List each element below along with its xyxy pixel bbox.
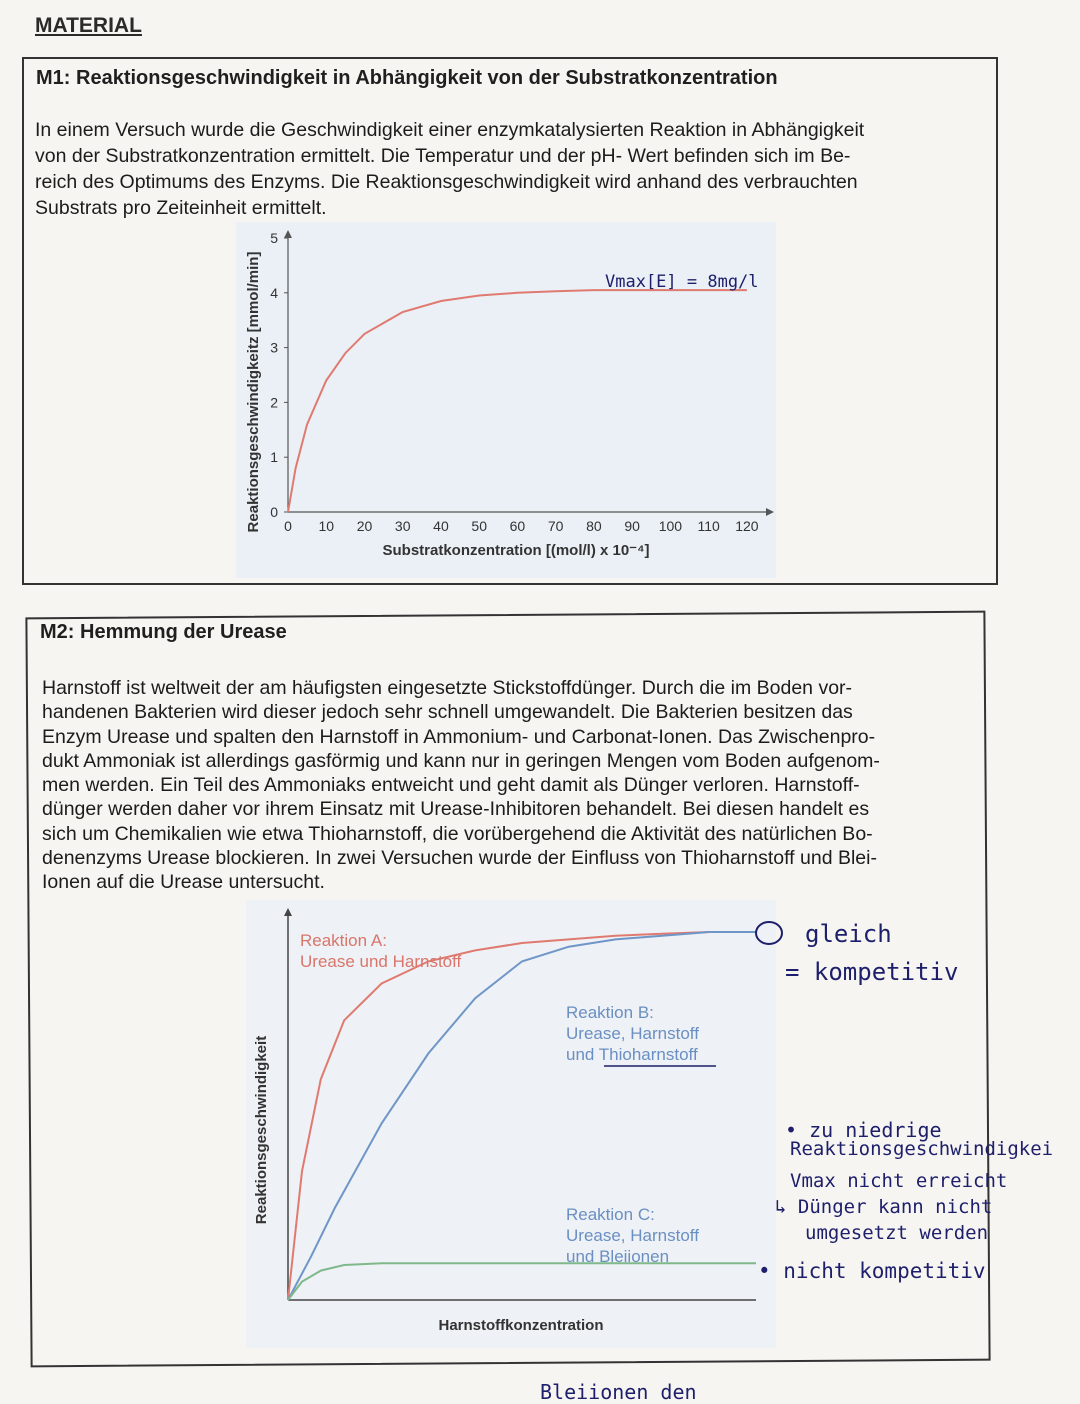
m2-text-line: Harnstoff ist weltweit der am häufigsten eingesetzte Stickstoffdünger. Durch die im Boden vor- bbox=[42, 677, 853, 699]
x-tick-label: 0 bbox=[284, 518, 292, 534]
series-label: Urease, Harnstoff bbox=[566, 1024, 699, 1043]
m2-text-line: denenzyms Urease blockieren. In zwei Versuchen wurde der Einfluss von Thioharnstoff und Blei- bbox=[42, 847, 877, 870]
y-tick-label: 0 bbox=[270, 504, 278, 520]
note-line: Vmax nicht erreicht bbox=[790, 1170, 1008, 1192]
x-tick-label: 120 bbox=[735, 518, 759, 534]
x-tick-label: 30 bbox=[394, 518, 411, 534]
m2-text-line: dukt Ammoniak ist allerdings gasförmig und kann nur in geringen Mengen vom Boden aufgenom- bbox=[42, 749, 880, 772]
series-label: und Bleiionen bbox=[566, 1247, 670, 1266]
note-line: ↳ Dünger kann nicht bbox=[775, 1196, 993, 1218]
material-heading: MATERIAL bbox=[35, 14, 142, 37]
m2-text-line: Ionen auf die Urease untersucht. bbox=[42, 871, 325, 894]
x-tick-label: 40 bbox=[433, 518, 449, 534]
m2-text-line: dünger werden daher vor ihrem Einsatz mit Urease-Inhibitoren behandelt. Bei diesen handelt es bbox=[42, 798, 870, 821]
x-tick-label: 50 bbox=[471, 518, 487, 534]
m2-text-line: handenen Bakterien wird dieser jedoch sehr schnell umgewandelt. Die Bakterien besitzen das bbox=[42, 701, 853, 724]
m2-text-line: Enzym Urease und spalten den Harnstoff in Ammonium- und Carbonat-Ionen. Das Zwischenpro- bbox=[42, 725, 876, 748]
m1-text bbox=[35, 117, 864, 221]
m2-text bbox=[42, 676, 880, 895]
y-tick-label: 3 bbox=[270, 339, 278, 356]
series-label: Reaktion B: bbox=[566, 1003, 654, 1022]
x-tick-label: 70 bbox=[547, 518, 564, 534]
x-tick-label: 20 bbox=[356, 518, 373, 534]
m2-text-line: men werden. Ein Teil des Ammoniaks entweicht und geht damit als Dünger verloren. Harnstoff- bbox=[42, 774, 860, 797]
y-tick-label: 4 bbox=[270, 284, 278, 301]
vmax-annotation: Vmax[E] = 8mg/l bbox=[605, 272, 759, 292]
note-gleich: gleich bbox=[805, 920, 892, 948]
x-tick-label: 60 bbox=[509, 518, 526, 534]
y-tick-label: 2 bbox=[270, 394, 278, 411]
y-axis-label: Reaktionsgeschwindigkeit bbox=[253, 1035, 270, 1225]
cut-off-note: Bleiionen den bbox=[540, 1380, 697, 1404]
series-label: und Thioharnstoff bbox=[566, 1045, 698, 1064]
x-tick-label: 80 bbox=[586, 518, 602, 534]
y-axis-label: Reaktionsgeschwindigkeitz [mmol/min] bbox=[245, 251, 262, 533]
m2-chart bbox=[246, 900, 776, 1348]
x-tick-label: 90 bbox=[624, 518, 640, 534]
m1-text-line: Substrats pro Zeiteinheit ermittelt. bbox=[35, 197, 327, 219]
y-tick-label: 1 bbox=[270, 449, 278, 466]
note-nicht-kompetitiv: • nicht kompetitiv bbox=[758, 1259, 986, 1283]
x-tick-label: 100 bbox=[658, 518, 683, 534]
series-label: Reaktion A: bbox=[300, 931, 387, 950]
series-label: Urease und Harnstoff bbox=[300, 952, 462, 971]
note-kompetitiv: = kompetitiv bbox=[785, 958, 959, 986]
x-axis-label: Harnstoffkonzentration bbox=[438, 1317, 604, 1334]
m1-text-line: von der Substratkonzentration ermittelt. Die Temperatur und der pH- Wert befinden sich im Be- bbox=[35, 145, 851, 167]
note-line: umgesetzt werden bbox=[805, 1222, 989, 1244]
m2-text-line: sich um Chemikalien wie etwa Thioharnstoff, die vorübergehend die Aktivität des natürlichen Bo- bbox=[42, 822, 873, 845]
m1-title: M1: Reaktionsgeschwindigkeit in Abhängigkeit von der Substratkonzentration bbox=[36, 67, 778, 89]
series-label: Urease, Harnstoff bbox=[566, 1226, 699, 1245]
x-axis-label: Substratkonzentration [(mol/l) x 10⁻⁴] bbox=[382, 542, 650, 559]
m2-title: M2: Hemmung der Urease bbox=[40, 621, 287, 643]
note-line: Reaktionsgeschwindigkei bbox=[790, 1138, 1054, 1160]
x-tick-label: 10 bbox=[318, 518, 335, 534]
series-label: Reaktion C: bbox=[566, 1205, 655, 1224]
m1-text-line: In einem Versuch wurde die Geschwindigkeit einer enzymkatalysierten Reaktion in Abhängigkeit bbox=[35, 119, 865, 141]
circle-mark-icon bbox=[752, 918, 786, 948]
m1-text-line: reich des Optimums des Enzyms. Die Reaktionsgeschwindigkeit wird anhand des verbrauchten bbox=[35, 171, 858, 193]
y-tick-label: 5 bbox=[270, 230, 278, 246]
x-tick-label: 110 bbox=[697, 518, 720, 534]
note-line: • zu niedrige bbox=[785, 1118, 942, 1142]
